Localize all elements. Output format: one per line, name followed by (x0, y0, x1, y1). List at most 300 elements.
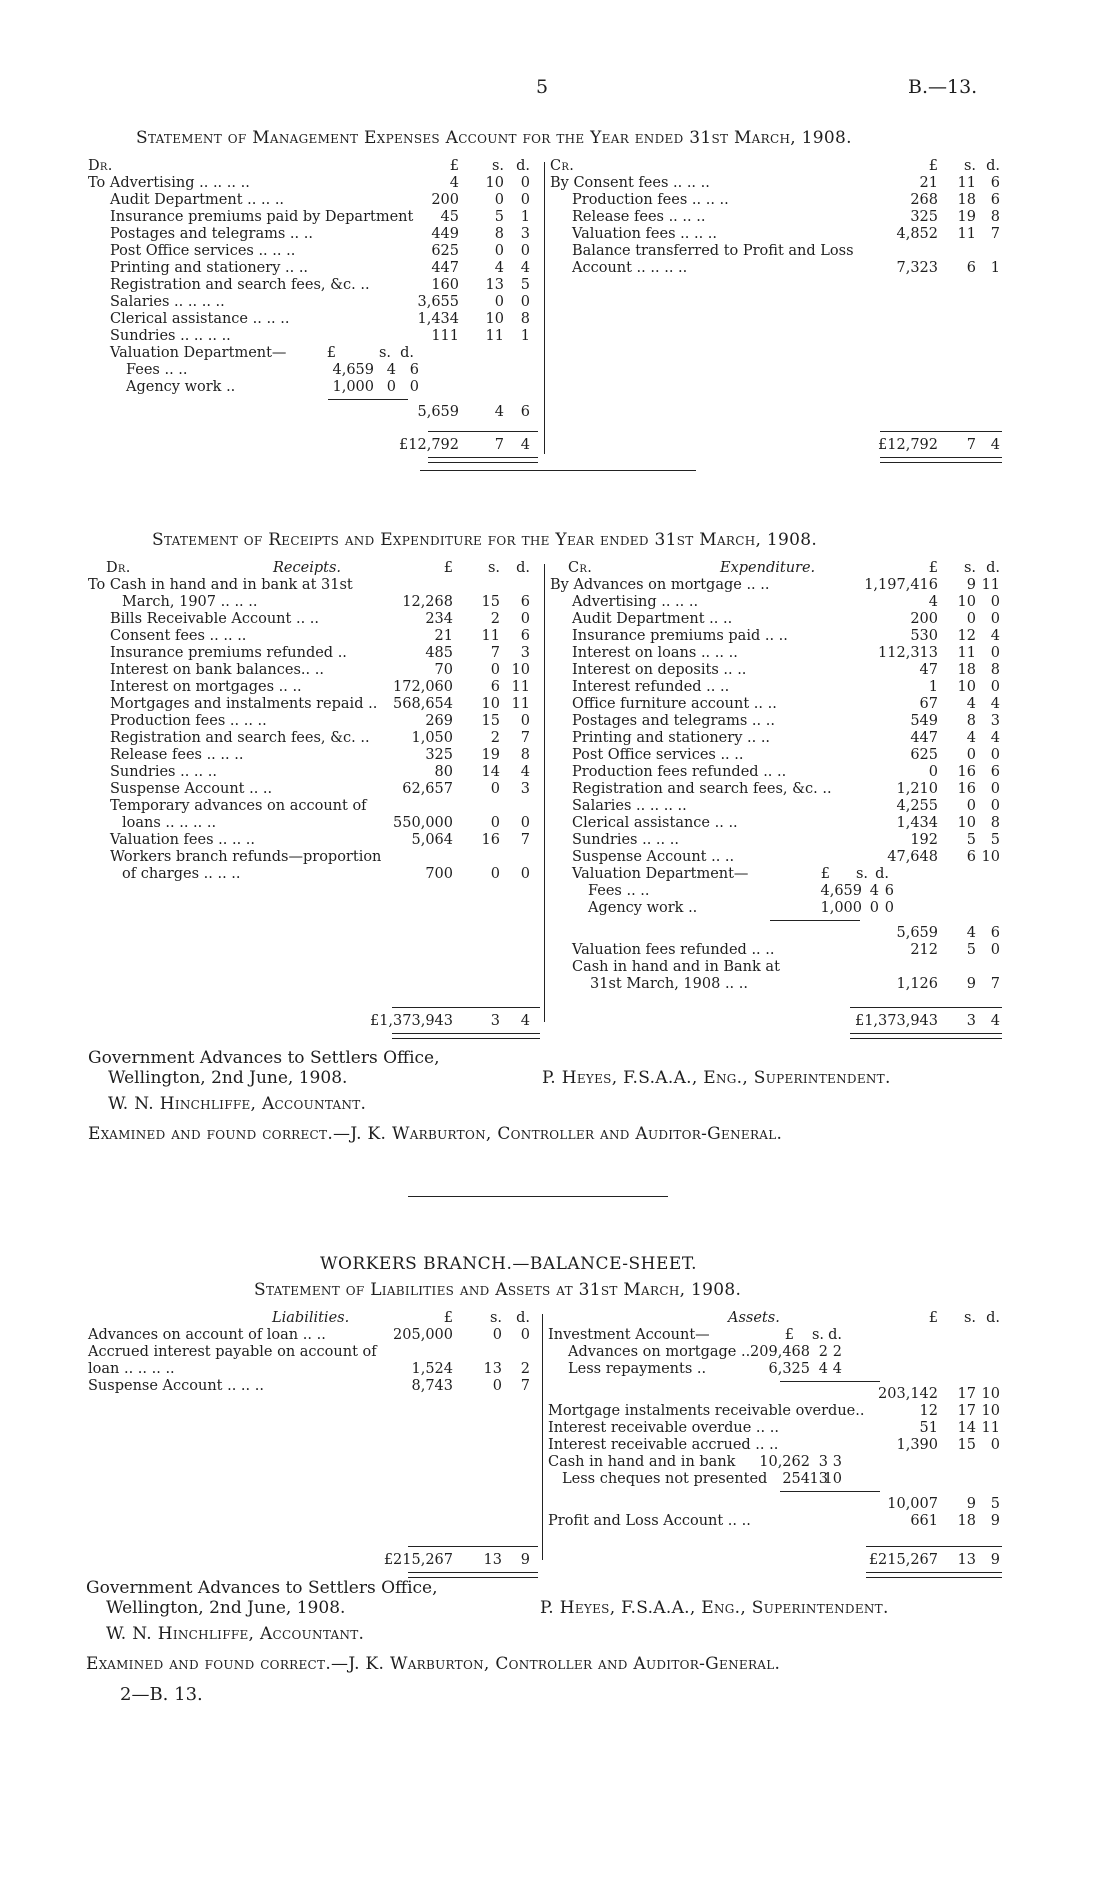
mgmt-cr-head-side: Cr. (550, 158, 575, 174)
mgmt-dr-row-label: Registration and search fees, &c. .. (110, 277, 370, 293)
rec-cr-row-after-label: 31st March, 1908 .. .. (590, 976, 748, 992)
rec-cr-row-after (550, 959, 1002, 976)
rec-dr-row-label: Production fees .. .. .. (110, 713, 267, 729)
rec-dr-head-pence: d. (516, 560, 530, 576)
rec-dr-row-label: Suspense Account .. .. (110, 781, 273, 797)
rec-dr-row-shillings: 0 (490, 866, 500, 882)
management-title: Statement of Management Expenses Account for the Year ended 31st March, 1908. (136, 128, 852, 148)
wk-investment-row-shillings: 2 (818, 1344, 828, 1360)
rec-cr-row (550, 764, 1002, 781)
rec-dr-row-pounds: 269 (425, 713, 453, 729)
rec-cr-row-label: Registration and search fees, &c. .. (572, 781, 832, 797)
wk-cash-row-pounds: 10,262 (759, 1454, 810, 1470)
page-reference: B.—13. (908, 76, 978, 98)
wk-l-row-shillings: 0 (492, 1327, 502, 1343)
wk-l-row-pounds: 1,524 (411, 1361, 453, 1377)
rec-cr-row-pounds: 1,197,416 (864, 577, 938, 593)
mgmt-cr-row-pounds: 268 (910, 192, 938, 208)
rec-dr-row-pence: 6 (520, 594, 530, 610)
mgmt-valuation-text: Valuation Department— (110, 345, 287, 361)
rec-dr-row-pounds: 12,268 (402, 594, 453, 610)
mgmt-dr-row-shillings: 13 (485, 277, 504, 293)
mgmt-dr-row-shillings: 0 (494, 192, 504, 208)
mgmt-dr-row-pence: 5 (520, 277, 530, 293)
page-number: 5 (536, 76, 549, 98)
mgmt-valuation-head-pounds: £ (326, 345, 336, 361)
rec-cr-row-pounds: 1,434 (896, 815, 938, 831)
rec-valuation-row-shillings: 4 (869, 883, 879, 899)
rec-cr-row (550, 798, 1002, 815)
rec-cr-total-rule-bottom (850, 1033, 1002, 1039)
rec-cr-row (550, 628, 1002, 645)
wk-asset-row-label: Interest receivable overdue .. .. (548, 1420, 779, 1436)
wk-investment-row-pounds: 209,468 (750, 1344, 810, 1360)
mgmt-cr-total (550, 437, 1002, 454)
rec-cr-head-shillings: s. (963, 560, 976, 576)
wk-l-total-rule-top (408, 1546, 538, 1547)
rec-dr-row-pence: 4 (520, 764, 530, 780)
rec-dr-head (88, 560, 536, 577)
mgmt-cr-row (550, 243, 1002, 260)
mgmt-dr-row (88, 311, 536, 328)
mgmt-cr-row-label: By Consent fees .. .. .. (550, 175, 710, 191)
wk-profit-loss-row-label: Profit and Loss Account .. .. (548, 1513, 751, 1529)
mgmt-dr-row-pence: 0 (520, 175, 530, 191)
mgmt-cr-row-shillings: 6 (966, 260, 976, 276)
mgmt-cr-row (550, 209, 1002, 226)
rec-cr-row-shillings: 10 (957, 679, 976, 695)
mgmt-cr-row-label: Valuation fees .. .. .. (572, 226, 717, 242)
rec-cr-row (550, 679, 1002, 696)
mgmt-dr-row-pence: 8 (520, 311, 530, 327)
wk-l-row-shillings: 13 (483, 1361, 502, 1377)
wk-asset-row-pounds: 51 (919, 1420, 938, 1436)
mgmt-valuation-total-pounds: 5,659 (417, 404, 459, 420)
rec-dr-row-label: Registration and search fees, &c. .. (110, 730, 370, 746)
mgmt-cr-row-shillings: 19 (957, 209, 976, 225)
wk-a-head (548, 1310, 1002, 1327)
rec-cr-row-after-pounds: 212 (910, 942, 938, 958)
rec-dr-row-shillings: 0 (490, 781, 500, 797)
rec-cr-row-shillings: 0 (966, 798, 976, 814)
rec-cr-row-pence: 3 (990, 713, 1000, 729)
rec-dr-row-pence: 11 (511, 696, 530, 712)
rec-cr-row-shillings: 6 (966, 849, 976, 865)
office-line-1: Government Advances to Settlers Office, (88, 1048, 440, 1068)
rec-dr-row-shillings: 15 (481, 594, 500, 610)
rec-dr-head-side: Dr. (106, 560, 131, 576)
rec-valuation-row-label: Agency work .. (588, 900, 698, 916)
rec-dr-row-label: Mortgages and instalments repaid .. (110, 696, 378, 712)
rec-cr-row-pence: 8 (990, 662, 1000, 678)
mgmt-cr-row-pence: 6 (990, 175, 1000, 191)
rec-dr-row-shillings: 7 (490, 645, 500, 661)
rec-cr-row (550, 815, 1002, 832)
rec-cr-row-label: Postages and telegrams .. .. (572, 713, 775, 729)
rec-dr-row-shillings: 19 (481, 747, 500, 763)
rec-dr-row-label: Consent fees .. .. .. (110, 628, 247, 644)
rec-cr-row (550, 747, 1002, 764)
rec-valuation-total-pence: 6 (990, 925, 1000, 941)
wk-l-head-pounds: £ (443, 1310, 453, 1326)
rec-cr-row-pounds: 1,210 (896, 781, 938, 797)
mgmt-valuation-row-pence: 6 (409, 362, 419, 378)
mgmt-dr-row (88, 260, 536, 277)
rec-cr-row-shillings: 8 (966, 713, 976, 729)
rec-valuation-row-pence: 0 (884, 900, 894, 916)
mgmt-cr-head-pence: d. (986, 158, 1000, 174)
rec-cr-row-pence: 0 (990, 798, 1000, 814)
mgmt-cr-head-shillings: s. (963, 158, 976, 174)
wk-profit-loss-row-pounds: 661 (910, 1513, 938, 1529)
wk-asset-row-pounds: 12 (919, 1403, 938, 1419)
mgmt-dr-row-label: Salaries .. .. .. .. (110, 294, 225, 310)
rec-dr-total (88, 1013, 536, 1030)
mgmt-dr-row-pounds: 625 (431, 243, 459, 259)
rec-cr-row-pounds: 549 (910, 713, 938, 729)
wk-asset-row-shillings: 17 (957, 1403, 976, 1419)
rec-cr-row-after (550, 976, 1002, 993)
rec-cr-total-pence: 4 (990, 1013, 1000, 1029)
rec-dr-row-label: of charges .. .. .. (122, 866, 241, 882)
mgmt-cr-total-shillings: 7 (966, 437, 976, 453)
rec-cr-row (550, 577, 1002, 594)
rec-valuation-head-pence: d. (875, 866, 889, 882)
mgmt-dr-row-pounds: 4 (449, 175, 459, 191)
superintendent-signature-2: P. Heyes, F.S.A.A., Eng., Superintendent. (540, 1598, 889, 1618)
wk-profit-loss-row-pence: 9 (990, 1513, 1000, 1529)
rec-dr-row-pounds: 70 (434, 662, 453, 678)
mgmt-dr-row-shillings: 0 (494, 243, 504, 259)
wk-a-head-shillings: s. (963, 1310, 976, 1326)
rec-cr-head-caption: Expenditure. (720, 560, 816, 576)
rec-valuation-label (550, 866, 1002, 883)
mgmt-cr-row-shillings: 11 (957, 226, 976, 242)
wk-a-total-pence: 9 (990, 1552, 1000, 1568)
rec-cr-row-pence: 4 (990, 696, 1000, 712)
wk-investment-row-pence: 2 (832, 1344, 842, 1360)
wk-investment-row (548, 1361, 1002, 1378)
mgmt-dr-row-pence: 0 (520, 294, 530, 310)
mgmt-cr-total-rule-bottom (880, 457, 1002, 463)
wk-l-row-shillings: 0 (492, 1378, 502, 1394)
rec-dr-row-shillings: 6 (490, 679, 500, 695)
rec-valuation-row-pounds: 1,000 (820, 900, 862, 916)
rec-dr-row-pounds: 700 (425, 866, 453, 882)
mgmt-dr-row-pence: 1 (520, 209, 530, 225)
rec-cr-row-label: Sundries .. .. .. (572, 832, 679, 848)
mgmt-dr-total (88, 437, 536, 454)
rec-cr-row (550, 594, 1002, 611)
mgmt-dr-row-shillings: 10 (485, 311, 504, 327)
rec-dr-row-shillings: 2 (490, 611, 500, 627)
office-line-2b: Wellington, 2nd June, 1908. (106, 1598, 346, 1618)
mgmt-cr-head-pounds: £ (928, 158, 938, 174)
mgmt-dr-row-pence: 0 (520, 243, 530, 259)
rec-cr-row-after-shillings: 9 (966, 976, 976, 992)
management-dr-block (88, 158, 536, 458)
mgmt-dr-row-label: Clerical assistance .. .. .. (110, 311, 290, 327)
rec-dr-row (88, 594, 536, 611)
section-separator-2 (408, 1196, 668, 1197)
wk-cash-less-row-shillings: 13 (809, 1471, 828, 1487)
rec-dr-row-shillings: 10 (481, 696, 500, 712)
rec-dr-row-label: Sundries .. .. .. (110, 764, 217, 780)
rec-dr-row (88, 815, 536, 832)
rec-cr-row (550, 781, 1002, 798)
rec-cr-row (550, 832, 1002, 849)
mgmt-dr-row-pounds: 111 (431, 328, 459, 344)
rec-dr-head-caption: Receipts. (273, 560, 341, 576)
wk-l-row-label: Advances on account of loan .. .. (88, 1327, 326, 1343)
mgmt-dr-head-pounds: £ (449, 158, 459, 174)
rec-dr-row (88, 747, 536, 764)
mgmt-dr-row-pence: 3 (520, 226, 530, 242)
mgmt-valuation-row (88, 362, 536, 379)
wk-l-row (88, 1378, 536, 1395)
rec-cr-row-label: Clerical assistance .. .. (572, 815, 738, 831)
rec-cr-total-rule-top (850, 1007, 1002, 1008)
rec-dr-row-label: Insurance premiums refunded .. (110, 645, 347, 661)
rec-dr-row-shillings: 14 (481, 764, 500, 780)
rec-valuation-row-shillings: 0 (869, 900, 879, 916)
rec-dr-total-rule-top (392, 1007, 540, 1008)
mgmt-dr-row-label: Audit Department .. .. .. (110, 192, 285, 208)
rec-cr-row-after-pence: 0 (990, 942, 1000, 958)
wk-investment-total-pence: 10 (981, 1386, 1000, 1402)
management-divider (544, 162, 545, 454)
assets-block (548, 1310, 1002, 1566)
wk-investment-row (548, 1344, 1002, 1361)
rec-dr-row-shillings: 0 (490, 662, 500, 678)
rec-cr-row-shillings: 18 (957, 662, 976, 678)
rec-cr-row-pounds: 625 (910, 747, 938, 763)
mgmt-cr-row-pence: 6 (990, 192, 1000, 208)
mgmt-dr-row-pounds: 200 (431, 192, 459, 208)
rec-dr-row-pounds: 62,657 (402, 781, 453, 797)
rec-cr-row-shillings: 12 (957, 628, 976, 644)
rec-cr-row-shillings: 0 (966, 611, 976, 627)
rec-valuation-text: Valuation Department— (572, 866, 749, 882)
rec-dr-total-rule-bottom (392, 1033, 540, 1039)
mgmt-dr-row-shillings: 0 (494, 294, 504, 310)
wk-l-total-shillings: 13 (483, 1552, 502, 1568)
rec-dr-row-pence: 0 (520, 611, 530, 627)
mgmt-cr-row-label: Release fees .. .. .. (572, 209, 706, 225)
rec-valuation-row (550, 883, 1002, 900)
wk-asset-row-label: Interest receivable accrued .. .. (548, 1437, 779, 1453)
rec-dr-row (88, 798, 536, 815)
mgmt-cr-row-label: Account .. .. .. .. (572, 260, 688, 276)
mgmt-dr-row-shillings: 10 (485, 175, 504, 191)
rec-cr-row-pounds: 1 (928, 679, 938, 695)
rec-cr-row-pence: 8 (990, 815, 1000, 831)
mgmt-valuation-total-pence: 6 (520, 404, 530, 420)
wk-asset-row-pence: 0 (990, 1437, 1000, 1453)
rec-cr-row-after-label: Valuation fees refunded .. .. (572, 942, 775, 958)
rec-cr-row-pence: 4 (990, 628, 1000, 644)
rec-dr-row-label: Interest on mortgages .. .. (110, 679, 302, 695)
mgmt-dr-row-label: Postages and telegrams .. .. (110, 226, 313, 242)
rec-dr-row-label: Release fees .. .. .. (110, 747, 244, 763)
mgmt-dr-row-pounds: 449 (431, 226, 459, 242)
mgmt-dr-total-shillings: 7 (494, 437, 504, 453)
rec-dr-row-pounds: 325 (425, 747, 453, 763)
rec-cr-row-pence: 5 (990, 832, 1000, 848)
workers-heading: WORKERS BRANCH.—BALANCE-SHEET. (320, 1254, 698, 1274)
rec-cr-row-label: Insurance premiums paid .. .. (572, 628, 788, 644)
rec-cr-row-pounds: 47 (919, 662, 938, 678)
rec-dr-total-pence: 4 (520, 1013, 530, 1029)
rec-cr-row-pence: 0 (990, 594, 1000, 610)
rec-dr-row-shillings: 0 (490, 815, 500, 831)
mgmt-dr-total-rule-top (428, 431, 538, 432)
mgmt-cr-row (550, 260, 1002, 277)
superintendent-signature: P. Heyes, F.S.A.A., Eng., Superintendent. (542, 1068, 891, 1088)
wk-cash-total-shillings: 9 (966, 1496, 976, 1512)
rec-cr-head-side: Cr. (568, 560, 593, 576)
wk-asset-row-pence: 10 (981, 1403, 1000, 1419)
rec-dr-row-label: loans .. .. .. .. (122, 815, 217, 831)
rec-cr-total-shillings: 3 (966, 1013, 976, 1029)
rec-dr-row-pounds: 1,050 (411, 730, 453, 746)
office-line-2: Wellington, 2nd June, 1908. (108, 1068, 348, 1088)
section-separator (420, 470, 696, 471)
mgmt-dr-row-shillings: 8 (494, 226, 504, 242)
wk-asset-row-label: Mortgage instalments receivable overdue.. (548, 1403, 865, 1419)
mgmt-dr-row-label: To Advertising .. .. .. .. (88, 175, 250, 191)
mgmt-dr-row (88, 209, 536, 226)
rec-dr-row-pence: 3 (520, 645, 530, 661)
mgmt-cr-row-pence: 1 (990, 260, 1000, 276)
rec-cr-row-after-pence: 7 (990, 976, 1000, 992)
mgmt-cr-row-pounds: 4,852 (896, 226, 938, 242)
rec-cr-row-shillings: 16 (957, 764, 976, 780)
rec-dr-row (88, 730, 536, 747)
rec-dr-row-shillings: 11 (481, 628, 500, 644)
receipts-title: Statement of Receipts and Expenditure for the Year ended 31st March, 1908. (152, 530, 818, 550)
rec-cr-row-label: Audit Department .. .. (572, 611, 733, 627)
wk-cash-row-pence: 3 (832, 1454, 842, 1470)
mgmt-dr-row-shillings: 5 (494, 209, 504, 225)
rec-cr-row-after-label: Cash in hand and in Bank at (572, 959, 780, 975)
wk-investment-total-shillings: 17 (957, 1386, 976, 1402)
wk-l-row-pence: 0 (520, 1327, 530, 1343)
rec-dr-row (88, 645, 536, 662)
rec-cr-row-shillings: 5 (966, 832, 976, 848)
rec-valuation-row-pounds: 4,659 (820, 883, 862, 899)
rec-valuation-head-pounds: £ (820, 866, 830, 882)
rec-cr-row-shillings: 9 (966, 577, 976, 593)
wk-asset-row (548, 1420, 1002, 1437)
rec-valuation-head-shillings: s. (855, 866, 868, 882)
rec-dr-row (88, 611, 536, 628)
mgmt-dr-row-pence: 1 (520, 328, 530, 344)
rec-cr-row-after-shillings: 5 (966, 942, 976, 958)
rec-valuation-total (550, 925, 1002, 942)
management-cr-block (550, 158, 1002, 458)
wk-investment-head-pence: d. (828, 1327, 842, 1343)
receipts-divider (544, 564, 545, 1022)
wk-asset-row-shillings: 15 (957, 1437, 976, 1453)
rec-dr-head-pounds: £ (443, 560, 453, 576)
rec-valuation-row-pence: 6 (884, 883, 894, 899)
mgmt-cr-row-label: Balance transferred to Profit and Loss (572, 243, 854, 259)
rec-cr-row-shillings: 4 (966, 696, 976, 712)
rec-valuation-total-shillings: 4 (966, 925, 976, 941)
wk-a-total-shillings: 13 (957, 1552, 976, 1568)
mgmt-dr-head-pence: d. (516, 158, 530, 174)
rec-dr-row-label: Temporary advances on account of (110, 798, 367, 814)
wk-l-head-shillings: s. (489, 1310, 502, 1326)
accountant-signature: W. N. Hinchliffe, Accountant. (108, 1094, 367, 1114)
wk-profit-loss-row (548, 1513, 1002, 1530)
rec-cr-row-pence: 0 (990, 679, 1000, 695)
rec-dr-row-pence: 7 (520, 832, 530, 848)
wk-l-head (88, 1310, 536, 1327)
receipts-cr-block (550, 560, 1002, 1030)
wk-l-row (88, 1361, 536, 1378)
rec-cr-row-pounds: 112,313 (878, 645, 938, 661)
rec-cr-row-pounds: 200 (910, 611, 938, 627)
rec-dr-row (88, 713, 536, 730)
rec-dr-row-pounds: 568,654 (393, 696, 453, 712)
mgmt-cr-row (550, 226, 1002, 243)
rec-cr-head-pence: d. (986, 560, 1000, 576)
rec-cr-row-label: Interest on deposits .. .. (572, 662, 747, 678)
mgmt-valuation-row-label: Agency work .. (126, 379, 236, 395)
rec-cr-head (550, 560, 1002, 577)
wk-asset-row-pounds: 1,390 (896, 1437, 938, 1453)
rec-cr-row (550, 662, 1002, 679)
wk-investment-label (548, 1327, 1002, 1344)
wk-a-total-rule-top (866, 1546, 1002, 1547)
rec-cr-row-pence: 0 (990, 611, 1000, 627)
mgmt-valuation-row (88, 379, 536, 396)
mgmt-valuation-row-shillings: 0 (386, 379, 396, 395)
workers-title: Statement of Liabilities and Assets at 31st March, 1908. (254, 1280, 742, 1300)
rec-cr-row-pounds: 0 (928, 764, 938, 780)
wk-l-row-label: Suspense Account .. .. .. (88, 1378, 264, 1394)
wk-l-total-pounds: £215,267 (383, 1552, 453, 1568)
mgmt-dr-head (88, 158, 536, 175)
rec-valuation-row (550, 900, 1002, 917)
wk-l-row-label: loan .. .. .. .. (88, 1361, 175, 1377)
rec-cr-total (550, 1013, 1002, 1030)
rec-cr-row-label: Advertising .. .. .. (572, 594, 699, 610)
wk-cash-rule (780, 1491, 880, 1492)
wk-investment-rule (780, 1381, 880, 1382)
wk-investment-row-pounds: 6,325 (768, 1361, 810, 1377)
auditor-examined-line-2: Examined and found correct.—J. K. Warburton, Controller and Auditor-General. (86, 1654, 781, 1674)
mgmt-cr-row-pounds: 7,323 (896, 260, 938, 276)
mgmt-cr-row-shillings: 18 (957, 192, 976, 208)
auditor-examined-line: Examined and found correct.—J. K. Warburton, Controller and Auditor-General. (88, 1124, 783, 1144)
rec-cr-row-pounds: 67 (919, 696, 938, 712)
rec-cr-row (550, 713, 1002, 730)
rec-cr-row-label: Printing and stationery .. .. (572, 730, 771, 746)
wk-asset-row-shillings: 14 (957, 1420, 976, 1436)
rec-dr-row (88, 764, 536, 781)
rec-valuation-rule (770, 920, 860, 921)
rec-dr-row (88, 662, 536, 679)
wk-investment-head-pounds: £ (784, 1327, 794, 1343)
rec-cr-row-pence: 0 (990, 645, 1000, 661)
mgmt-dr-row-label: Printing and stationery .. .. (110, 260, 309, 276)
wk-a-total-rule-bottom (866, 1572, 1002, 1578)
rec-cr-row-label: By Advances on mortgage .. .. (550, 577, 770, 593)
wk-l-total-pence: 9 (520, 1552, 530, 1568)
